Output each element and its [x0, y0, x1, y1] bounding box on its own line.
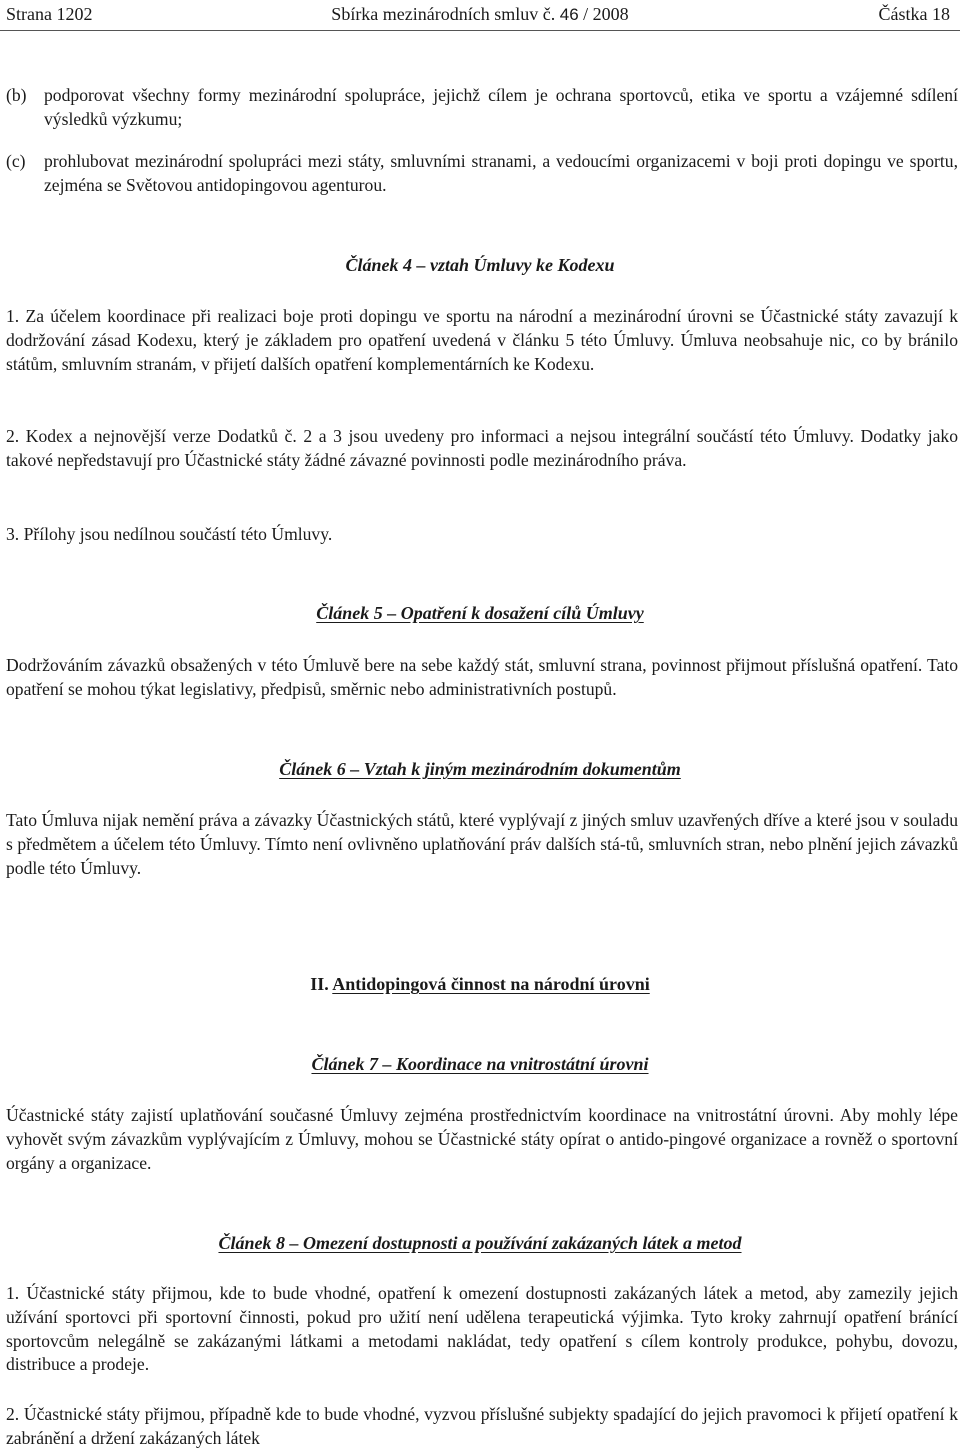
article-7-paragraph-1: Účastnické státy zajistí uplatňování současné Úmluvy zejména prostřednictvím koordinace na vnitrostátní úrovni. Aby mohly lépe vyhovět svým závazkům vyplývajícím z Úmluvy, mohou se Účastnické státy opírat o antido-pingové organizace a rovněž o sportovní orgány a organizace.	[6, 1105, 958, 1173]
part-number: Částka 18	[878, 4, 950, 24]
article-5-title-text: Článek 5 – Opatření k dosažení cílů Úmluvy	[316, 603, 644, 623]
article-8-paragraph-1: 1. Účastnické státy přijmou, kde to bude vhodné, opatření k omezení dostupnosti zakázaných látek a metod, aby zamezily jejich užívání sportovci při sportovní činnosti, pokud pro užití není udělena terapeutická výjimka. Tyto kroky zahrnují opatření bránící sportovcům nelegálně se zakázanými látkami a metodami nakládat, tedy opatření s cílem kontroly produkce, pohybu, dovozu, distribuce a prodeje.	[6, 1283, 958, 1375]
article-8-paragraph-2: 2. Účastnické státy přijmou, případně kde to bude vhodné, vyzvou příslušné subjekty spadající do jejich pravomoci k přijetí opatření k zabránění a držení zakázaných látek	[6, 1404, 958, 1448]
section-number: II.	[310, 974, 329, 994]
article-4-paragraph-3: 3. Přílohy jsou nedílnou součástí této Úmluvy.	[6, 524, 333, 544]
article-8-title	[0, 1232, 960, 1256]
section-2-title	[0, 973, 960, 997]
article-6-title-text: Článek 6 – Vztah k jiným mezinárodním dokumentům	[279, 759, 681, 779]
collection-number: 46	[559, 5, 579, 24]
list-item-text: prohlubovat mezinárodní spolupráci mezi státy, smluvními stranami, a vedoucími organizacemi v boji proti dopingu ve sportu, zejména se Světovou antidopingovou agenturou.	[44, 151, 958, 195]
article-5-paragraph-1: Dodržováním závazků obsažených v této Úmluvě bere na sebe každý stát, smluvní strana, povinnost přijmout příslušná opatření. Tato opatření se mohou týkat legislativy, předpisů, směrnic nebo administrativních postupů.	[6, 655, 958, 699]
article-6-paragraph-1: Tato Úmluva nijak nemění práva a závazky Účastnických států, které vyplývají z jiných smluv uzavřených dříve a které jsou v souladu s předmětem a účelem této Úmluvy. Tímto není ovlivněno uplatňování práv dalších stá-tů, smluvních stran, nebo plnění jejich závazků podle této Úmluvy.	[6, 810, 958, 878]
article-6-title	[0, 758, 960, 782]
article-4-title: Článek 4 – vztah Úmluvy ke Kodexu	[345, 255, 615, 275]
collection-prefix: Sbírka mezinárodních smluv č.	[331, 4, 556, 24]
collection-title	[331, 3, 628, 26]
article-8-title-text: Článek 8 – Omezení dostupnosti a používání zakázaných látek a metod	[218, 1233, 742, 1253]
article-4-paragraph-1: 1. Za účelem koordinace při realizaci boje proti dopingu ve sportu na národní a mezinárodní úrovni se Účastnické státy zavazují k dodržování zásad Kodexu, který je základem pro opatření uvedená v článku 5 této Úmluvy. Úmluva neobsahuje nic, co by bránilo státům, smluvním stranám, v přijetí dalších opatření komplementárních ke Kodexu.	[6, 306, 958, 374]
collection-year: / 2008	[583, 4, 629, 24]
list-item-label: (b)	[6, 85, 27, 105]
list-item-text: podporovat všechny formy mezinárodní spolupráce, jejichž cílem je ochrana sportovců, etika ve sportu a vzájemné sdílení výsledků výzkumu;	[44, 85, 958, 129]
section-title-text: Antidopingová činnost na národní úrovni	[332, 974, 650, 994]
article-7-title	[0, 1053, 960, 1077]
article-4-paragraph-2: 2. Kodex a nejnovější verze Dodatků č. 2 a 3 jsou uvedeny pro informaci a nejsou integrální součástí této Úmluvy. Dodatky jako takové nepředstavují pro Účastnické státy žádné závazné povinnosti podle mezinárodního práva.	[6, 426, 958, 470]
page-header	[0, 0, 960, 31]
page-number: Strana 1202	[6, 4, 93, 24]
list-item-label: (c)	[6, 151, 26, 171]
article-7-title-text: Článek 7 – Koordinace na vnitrostátní úrovni	[311, 1054, 649, 1074]
article-5-title	[0, 602, 960, 626]
